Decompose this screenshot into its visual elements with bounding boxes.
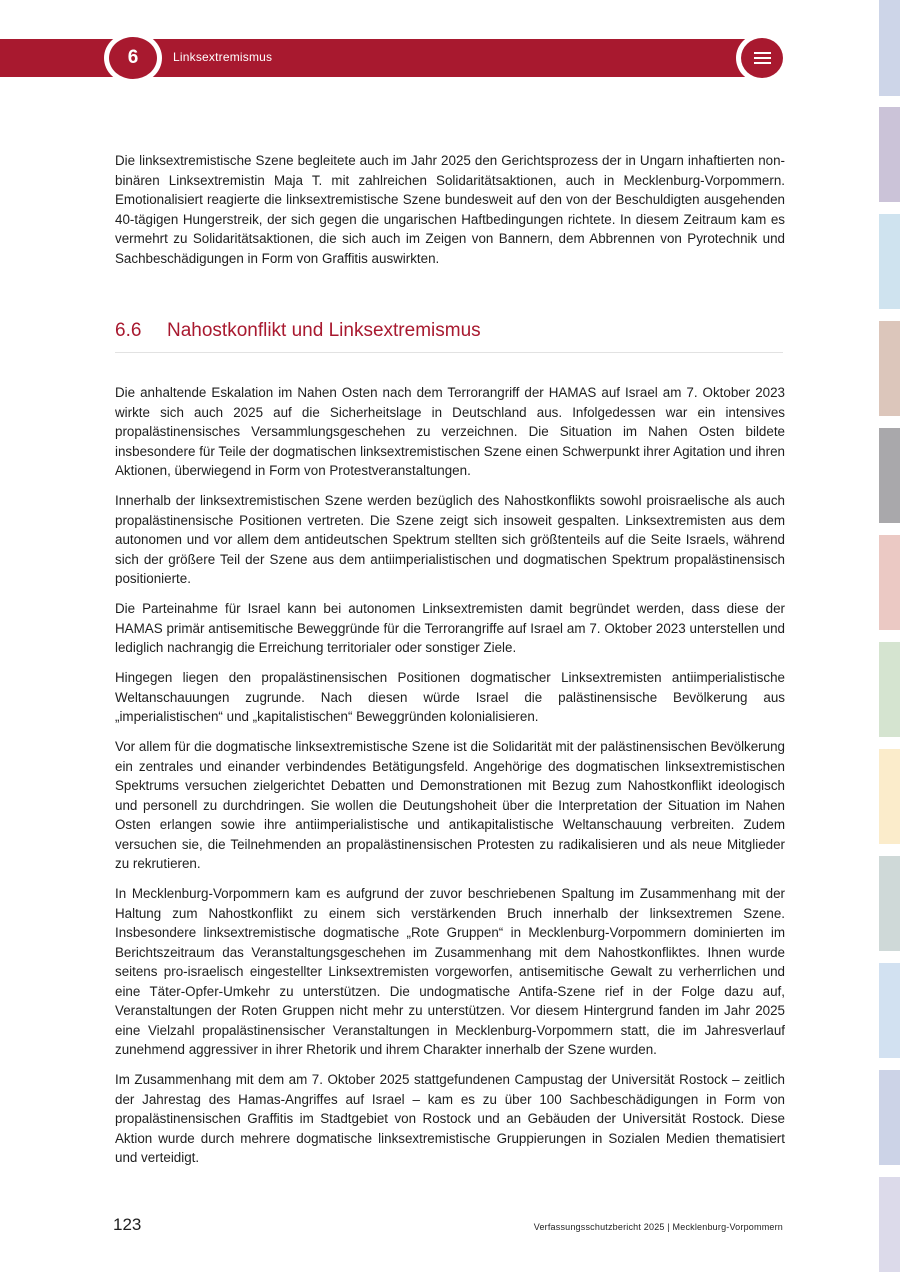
chapter-number-badge: 6 [109,37,157,79]
section-title: Nahostkonflikt und Linksextremismus [167,320,481,341]
side-tab-4[interactable] [879,321,900,416]
side-tab-9[interactable] [879,856,900,951]
body-paragraph: Die Parteinahme für Israel kann bei autonomen Linksextremisten damit begründet werden, dass diese der HAMAS primär antisemitische Beweggründe für die Terrorangriffe auf Israel am 7. Oktober 2023 unterstellen und lediglich nachrangig die Erreichung territorialer oder sonstiger Ziele. [115,601,785,655]
side-tab-1[interactable] [879,0,900,96]
body-paragraph: Hingegen liegen den propalästinensischen Positionen dogmatischer Linksextremisten antiimperialistische Weltanschauungen zugrunde. Nach diesen würde Israel die palästinensische Bevölkerung aus „imperialistischen“ und „kapitalistischen“ Beweggründen kolonialisieren. [115,670,785,724]
intro-paragraph: Die linksextremistische Szene begleitete auch im Jahr 2025 den Gerichtsprozess der in Ungarn inhaftierten non-binären Linksextremistin Maja T. mit zahlreichen Solidaritätsaktionen, auch in Mecklenburg-Vorpommern. Emotionalisiert reagierte die linksextremistische Szene bundesweit auf den von der Beschuldigten ausgehenden 40-tägigen Hungerstreik, der sich gegen die ungarischen Haftbedingungen richtete. In diesem Zeitraum kam es vermehrt zu Solidaritätsaktionen, die sich auch im Zeigen von Bannern, dem Abbrennen von Pyrotechnik und Sachbeschädigungen in Form von Graffitis auswirkten. [115,153,785,266]
hamburger-icon-line [754,57,771,59]
body-paragraph: Innerhalb der linksextremistischen Szene werden bezüglich des Nahostkonflikts sowohl proisraelische als auch propalästinensische Positionen vertreten. Die Szene zeigt sich insoweit gespalten. Linksextremisten aus dem autonomen und vor allem dem antideutschen Spektrum stellten sich größtenteils auf die Seite Israels, während sich der größere Teil der Szene aus dem antiimperialistischen und dogmatischen Spektrum propalästinensisch positionierte. [115,493,785,586]
side-tab-2[interactable] [879,107,900,202]
menu-button[interactable] [741,38,783,78]
hamburger-icon-line [754,62,771,64]
body-paragraph: Die anhaltende Eskalation im Nahen Osten nach dem Terrorangriff der HAMAS auf Israel am 7. Oktober 2023 wirkte sich auch 2025 auf die Sicherheitslage in Deutschland aus. Infolgedessen war ein intensives propalästinensisches Versammlungsgeschehen zu verzeichnen. Die Situation im Nahen Osten bildete insbesondere für Teile der dogmatischen linksextremistischen Szene einen Schwerpunkt ihrer Agitation und ihren Aktionen, überwiegend in Form von Protestveranstaltungen. [115,385,785,478]
body-paragraph: Im Zusammenhang mit dem am 7. Oktober 2025 stattgefundenen Campustag der Universität Rostock – zeitlich der Jahrestag des Hamas-Angriffes auf Israel – kam es zu über 100 Sachbeschädigungen in Form von propalästinensischen Graffitis im Stadtgebiet von Rostock und an Gebäuden der Universität Rostock. Diese Aktion wurde durch mehrere dogmatische linksextremistische Gruppierungen in Sozialen Medien thematisiert und verteidigt. [115,1072,785,1165]
page-number: 123 [113,1215,142,1234]
side-tab-10[interactable] [879,963,900,1058]
hamburger-icon-line [754,52,771,54]
body-paragraph: In Mecklenburg-Vorpommern kam es aufgrund der zuvor beschriebenen Spaltung im Zusammenhang mit der Haltung zum Nahostkonflikt zu einem sich verstärkenden Bruch innerhalb der linksextremen Szene. Insbesondere linksextremistische dogmatische „Rote Gruppen“ in Mecklenburg-Vorpommern dominierten im Berichtszeitraum das Veranstaltungsgeschehen im Zusammenhang mit dem Nahostkonfliktes. Ihnen wurde seitens pro-israelisch eingestellter Linksextremisten vorgeworfen, antisemitische Gewalt zu verherrlichen und eine Täter-Opfer-Umkehr zu unterstützen. Die undogmatische Antifa-Szene rief in der Folge dazu auf, Veranstaltungen der Roten Gruppen nicht mehr zu unterstützen. Vor diesem Hintergrund fanden im Jahr 2025 eine Vielzahl propalästinensischer Veranstaltungen in Mecklenburg-Vorpommern statt, die im Jahresverlauf zunehmend aggressiver in ihrer Rhetorik und ihrem Charakter innerhalb der Szene wurden. [115,886,785,1057]
section-number: 6.6 [115,320,142,341]
intro-section [115,151,785,279]
body-paragraph: Vor allem für die dogmatische linksextremistische Szene ist die Solidarität mit der palästinensischen Bevölkerung ein zentrales und einander verbindendes Betätigungsfeld. Angehörige des dogmatischen linksextremistischen Spektrums versuchen zielgerichtet Debatten und Demonstrationen mit Bezug zum Nahostkonflikt ideologisch und personell zu durchdringen. Sie wollen die Deutungshoheit über die Interpretation der Situation im Nahen Osten erlangen sowie ihre antiimperialistische und antikapitalistische Weltanschauung verbreiten. Zudem versuchen sie, die Teilnehmenden an propalästinensischen Protesten zu radikalisieren und als neue Mitglieder zu rekrutieren. [115,739,785,871]
side-tab-7[interactable] [879,642,900,737]
section-body [115,383,785,1178]
side-tab-6[interactable] [879,535,900,630]
chapter-title: Linksextremismus [173,50,273,64]
side-tab-5[interactable] [879,428,900,523]
side-tab-11[interactable] [879,1070,900,1165]
footer-publication-title: Verfassungsschutzbericht 2025 | Mecklenburg-Vorpommern [533,1222,783,1232]
side-tab-8[interactable] [879,749,900,844]
section-heading [115,320,783,353]
side-tab-3[interactable] [879,214,900,309]
side-tab-12[interactable] [879,1177,900,1272]
